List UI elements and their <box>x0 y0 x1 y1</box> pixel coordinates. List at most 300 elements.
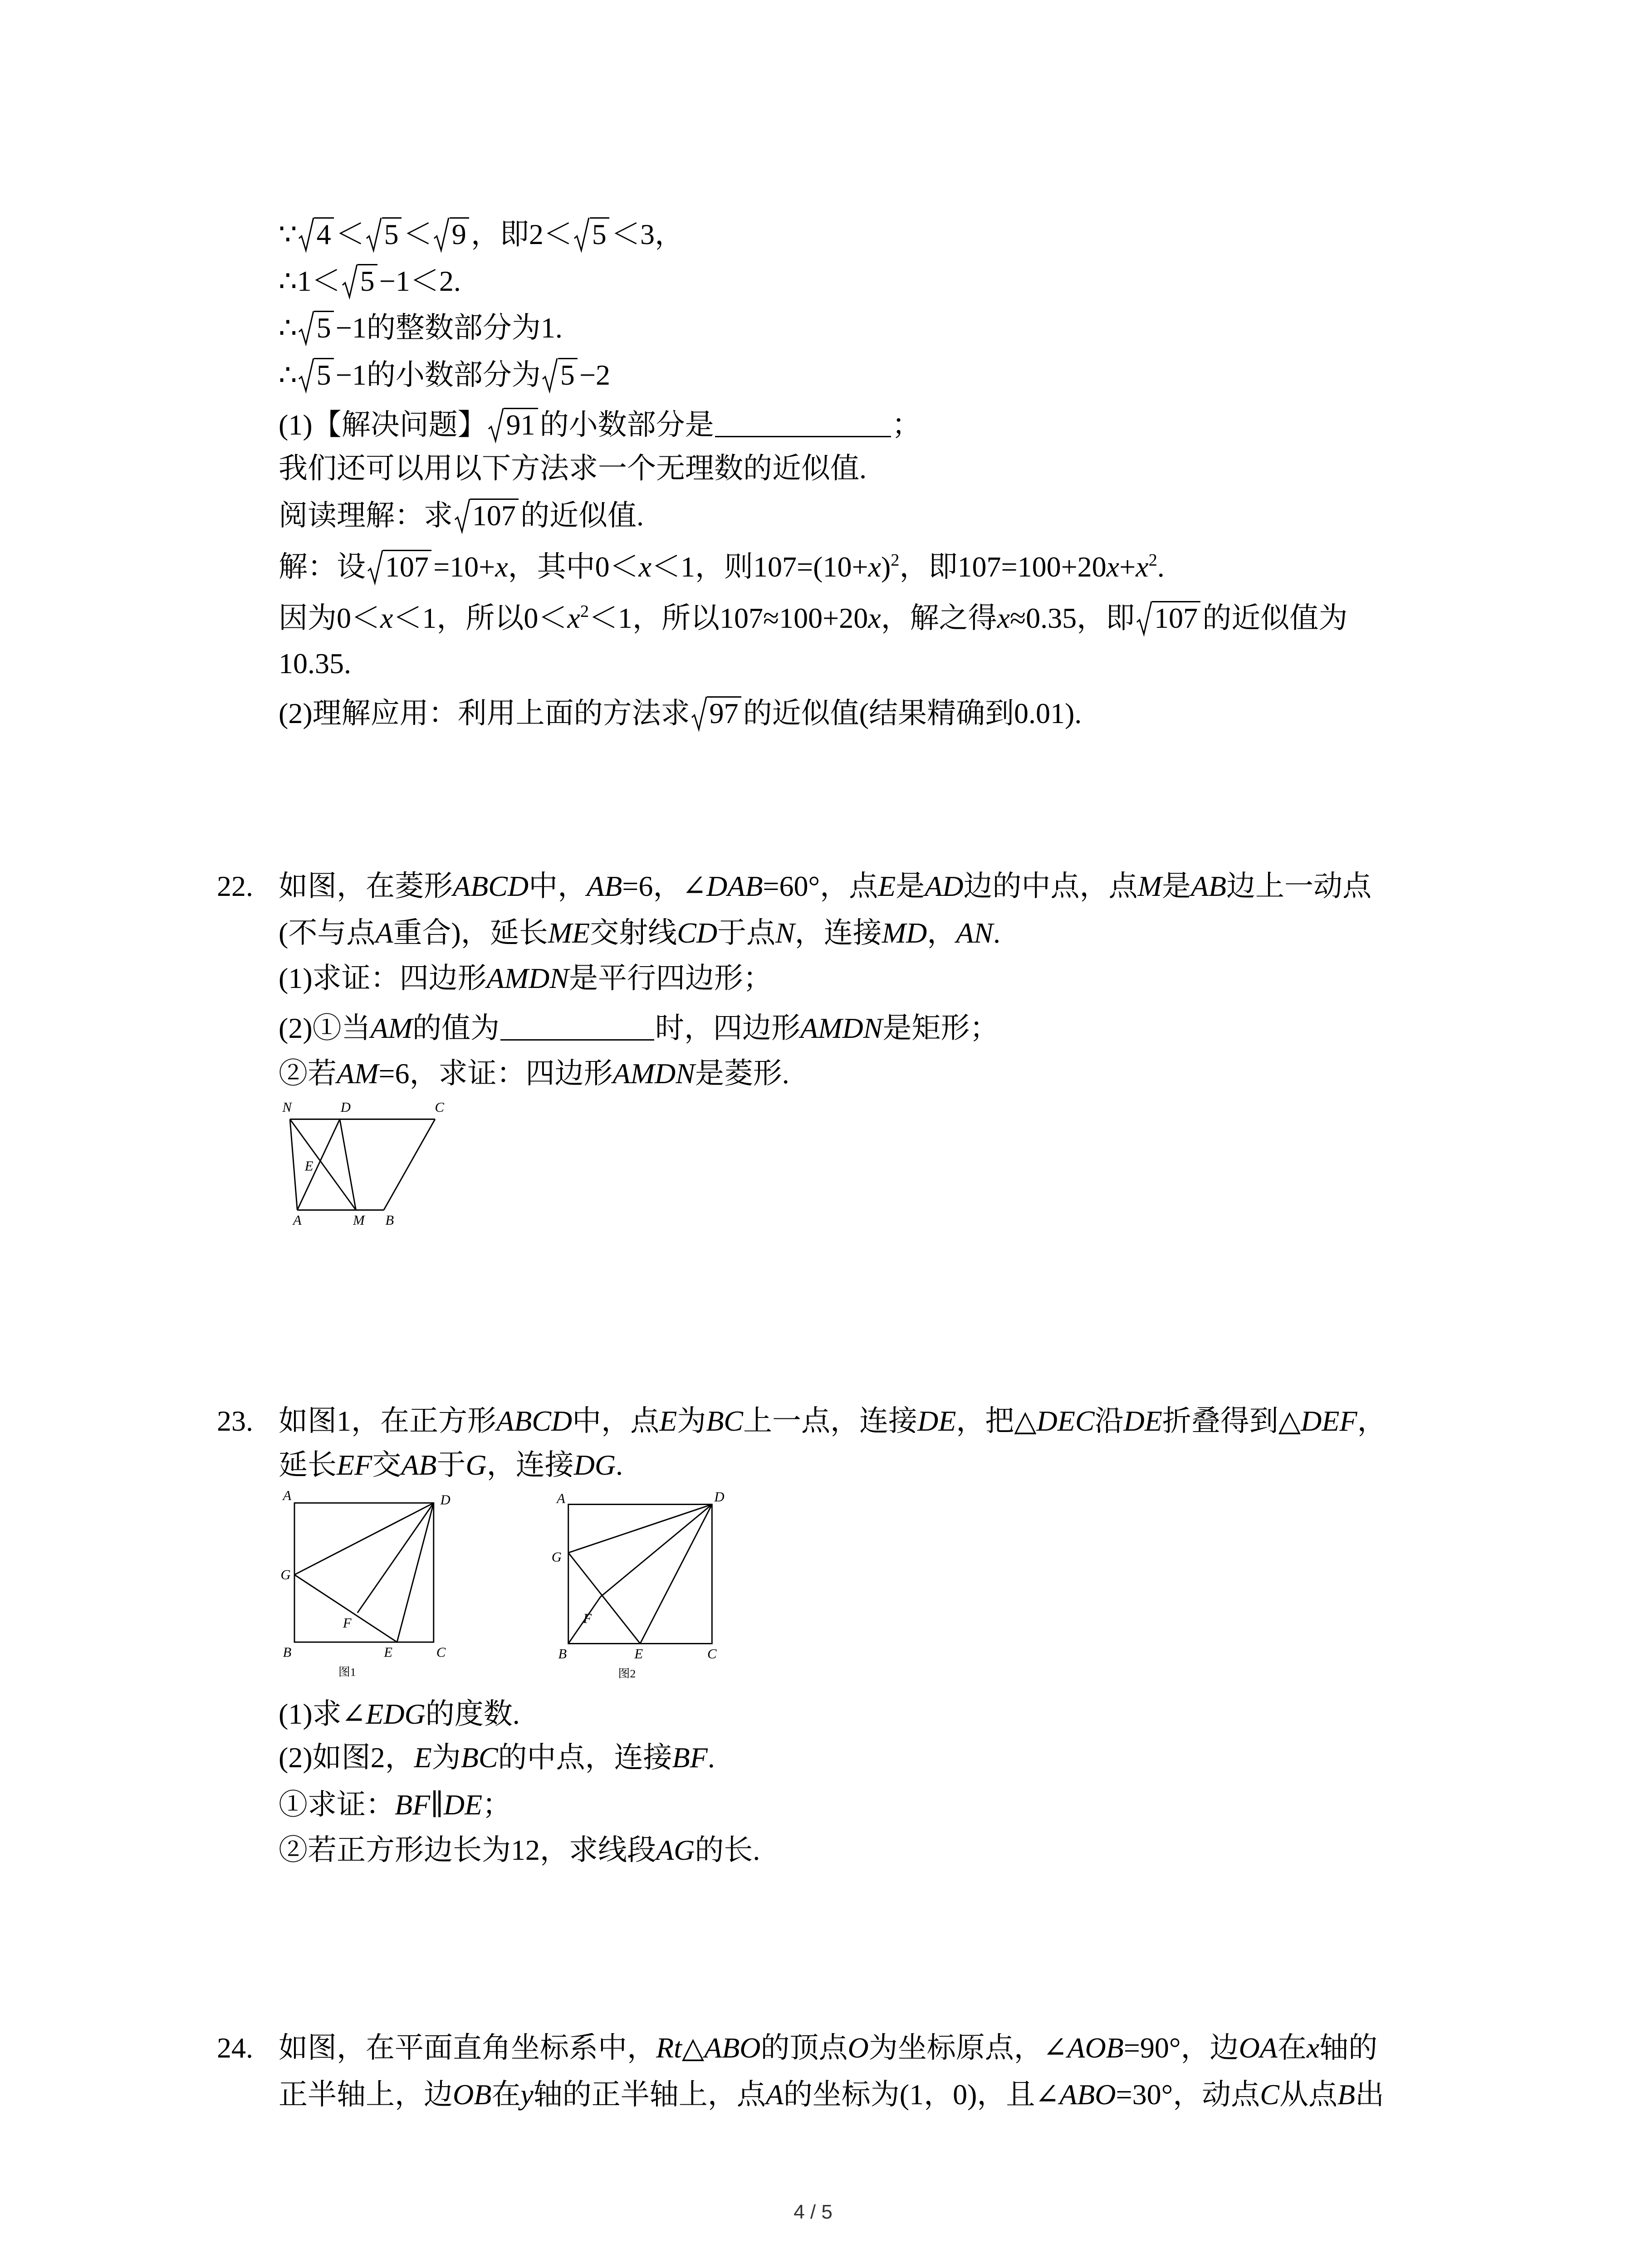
radicand: 91 <box>504 408 538 440</box>
text-run: 中，点 <box>572 1405 660 1437</box>
radical-stroke <box>299 311 314 344</box>
page-number: 4 / 5 <box>794 2201 833 2223</box>
point-label-G: G <box>551 1549 562 1565</box>
text-run: ； <box>892 409 921 441</box>
text-run: 的小数部分是 <box>539 409 714 441</box>
text-run: 是菱形. <box>695 1057 789 1090</box>
radicand: 5 <box>590 217 610 249</box>
text-run: 阅读理解：求 <box>279 499 453 532</box>
math-variable: DE <box>443 1789 483 1821</box>
text-run: . <box>616 1449 623 1481</box>
math-variable: x <box>380 602 393 634</box>
segment-MD <box>340 1119 356 1210</box>
text-run: 如图，在平面直角坐标系中， <box>279 2032 656 2064</box>
q22-line-1 <box>217 868 1372 904</box>
radical-stroke <box>367 550 382 583</box>
math-variable: ABCD <box>453 870 529 902</box>
text-run: (1)求证：四边形 <box>279 962 487 994</box>
point-label-D: D <box>714 1489 725 1505</box>
text-run: ，即107=100+20 <box>899 551 1107 583</box>
math-variable: G <box>465 1449 487 1481</box>
math-variable: AB <box>1190 870 1226 902</box>
text-run: 的度数. <box>425 1698 520 1730</box>
radical-stroke <box>692 697 706 729</box>
text-run: ②若 <box>279 1057 337 1090</box>
math-variable: M <box>1137 870 1162 902</box>
point-label-C: C <box>436 1644 446 1660</box>
text-run: 在 <box>491 2078 521 2111</box>
square-root <box>433 217 469 249</box>
math-variable: DE <box>1123 1405 1162 1437</box>
text-run: (不与点 <box>279 917 376 949</box>
point-label-D: D <box>340 1100 351 1115</box>
text-run: . <box>993 917 1001 949</box>
square-root <box>366 217 402 249</box>
superscript: 2 <box>1148 551 1157 570</box>
math-variable: AOB <box>1067 2032 1124 2064</box>
math-variable: x <box>1306 2032 1320 2064</box>
math-variable: AMDN <box>612 1057 695 1090</box>
text-run: ， <box>1357 1405 1386 1437</box>
q23-line-2 <box>279 1447 623 1483</box>
math-variable: x <box>495 551 508 583</box>
text-run: 是平行四边形； <box>568 962 772 994</box>
math-variable: A <box>375 917 393 949</box>
q23-line-3 <box>279 1696 520 1732</box>
text-run: ∴ <box>279 312 297 344</box>
text-run: =90°，边 <box>1123 2032 1239 2064</box>
q23-line-6 <box>279 1832 760 1868</box>
text-run: 10.35. <box>279 647 351 679</box>
math-variable: EF <box>337 1449 372 1481</box>
text-run: 在 <box>1277 2032 1307 2064</box>
text-run: ，连接 <box>486 1449 574 1481</box>
text-run: ，其中0＜ <box>508 551 639 583</box>
text-run: 于点 <box>717 917 776 949</box>
text-run: 是 <box>1161 870 1191 902</box>
text-run: ②若正方形边长为12，求线段 <box>279 1834 656 1866</box>
math-variable: AM <box>370 1012 413 1044</box>
text-run: 上一点，连接 <box>743 1405 917 1437</box>
q22-line-4 <box>279 1010 999 1046</box>
text-run: ∥ <box>430 1789 444 1821</box>
text-run: 出 <box>1355 2078 1384 2111</box>
math-variable: AN <box>956 917 994 949</box>
point-label-A: A <box>283 1487 292 1503</box>
square-root <box>367 550 432 582</box>
square-fold-figure-1 <box>275 1482 454 1685</box>
line-content <box>279 452 867 484</box>
text-run: ∴ <box>279 359 297 391</box>
text-run: 边上一动点 <box>1226 870 1372 902</box>
solution-line-6 <box>279 450 867 487</box>
text-run: 交 <box>372 1449 402 1481</box>
text-run: 是矩形； <box>882 1012 999 1044</box>
radical-sign-icon <box>454 499 470 533</box>
text-run: 为 <box>431 1741 461 1774</box>
math-variable: E <box>878 870 896 902</box>
solution-line-10 <box>279 645 351 682</box>
math-variable: Rt <box>656 2032 682 2064</box>
radical-sign-icon <box>542 358 558 392</box>
segment-DG <box>294 1503 434 1574</box>
radical-sign-icon <box>367 550 383 584</box>
figure-caption: 图1 <box>338 1665 356 1679</box>
math-variable: C <box>1260 2078 1279 2111</box>
radicand: 107 <box>383 550 432 582</box>
segment-GE <box>294 1575 397 1642</box>
text-run: 的中点，连接 <box>498 1741 672 1774</box>
text-run: ＜1，所以107≈100+20 <box>589 602 868 634</box>
line-content <box>279 870 1372 902</box>
line-content <box>279 1405 1386 1437</box>
text-run: −1＜2. <box>379 265 461 297</box>
square-root <box>298 217 334 249</box>
radical-stroke <box>299 218 314 250</box>
text-run: ＜3， <box>611 218 684 250</box>
text-run: −1的小数部分为 <box>335 359 541 391</box>
text-run: =6，∠ <box>622 870 706 902</box>
radical-stroke <box>455 499 469 532</box>
text-run: ，即2＜ <box>470 218 573 250</box>
text-run: 的值为 <box>412 1012 500 1044</box>
math-variable: BC <box>460 1741 498 1774</box>
line-content <box>279 1834 760 1866</box>
math-variable: BF <box>395 1789 431 1821</box>
radical-stroke <box>434 218 449 250</box>
math-variable: ABCD <box>496 1405 573 1437</box>
math-variable: A <box>765 2078 784 2111</box>
solution-line-3 <box>279 310 563 346</box>
math-variable: y <box>520 2078 534 2111</box>
square-root <box>542 358 578 390</box>
math-variable: AMDN <box>486 962 569 994</box>
radicand: 5 <box>314 311 334 342</box>
text-run: 轴的正半轴上，点 <box>533 2078 766 2111</box>
text-run: −2 <box>579 359 611 391</box>
point-label-B: B <box>558 1646 567 1662</box>
text-run: ＜ <box>335 218 365 250</box>
line-content <box>279 1449 623 1481</box>
radical-sign-icon <box>1136 601 1152 635</box>
q24-line-1 <box>217 2030 1377 2066</box>
point-label-C: C <box>707 1646 717 1662</box>
text-run: 时，四边形 <box>655 1012 801 1044</box>
text-run: (2)如图2， <box>279 1741 414 1774</box>
math-variable: AB <box>401 1449 437 1481</box>
text-run: 为 <box>677 1405 706 1437</box>
text-run: 的近似值. <box>520 499 644 532</box>
square-root <box>573 217 609 249</box>
line-content <box>279 917 1000 949</box>
q24-line-2 <box>279 2077 1384 2113</box>
math-variable: OB <box>453 2078 492 2111</box>
math-variable: N <box>775 917 795 949</box>
radical-sign-icon <box>366 217 382 251</box>
math-variable: MD <box>882 917 927 949</box>
math-variable: EDG <box>366 1698 426 1730</box>
square-root <box>691 696 741 728</box>
text-run: 延长 <box>279 1449 337 1481</box>
text-run: (1)求∠ <box>279 1698 366 1730</box>
radicand: 5 <box>314 358 334 390</box>
point-label-F: F <box>343 1615 352 1631</box>
line-content <box>279 312 563 344</box>
math-variable: x <box>997 602 1010 634</box>
text-run: 因为0＜ <box>279 602 380 634</box>
text-run: ①求证： <box>279 1789 395 1821</box>
solution-line-11 <box>279 695 1082 732</box>
math-variable: x <box>567 602 580 634</box>
radical-stroke <box>343 264 357 297</box>
answer-blank <box>500 1034 654 1041</box>
line-content <box>279 697 1082 729</box>
line-content <box>279 1741 715 1774</box>
math-variable: x <box>1136 551 1149 583</box>
math-variable: x <box>1106 551 1120 583</box>
radicand: 5 <box>358 264 377 296</box>
text-run: =10+ <box>433 551 495 583</box>
math-variable: AB <box>587 870 622 902</box>
point-label-E: E <box>304 1158 314 1174</box>
square-root <box>298 358 334 390</box>
point-label-B: B <box>283 1644 292 1660</box>
solution-line-7 <box>279 498 644 534</box>
radicand: 97 <box>707 696 741 728</box>
line-content <box>279 409 921 441</box>
text-run: ，把△ <box>956 1405 1037 1437</box>
text-run: 解：设 <box>279 551 366 583</box>
segment-BC <box>384 1119 435 1210</box>
question-number: 24. <box>217 2032 253 2064</box>
text-run: + <box>1119 551 1136 583</box>
square-root <box>488 408 538 440</box>
radical-sign-icon <box>298 311 314 345</box>
line-content <box>279 1698 520 1730</box>
q23-line-5 <box>279 1787 511 1823</box>
text-run: 如图，在菱形 <box>279 870 453 902</box>
radicand: 107 <box>1152 601 1201 633</box>
point-label-N: N <box>282 1100 292 1115</box>
radical-stroke <box>1137 601 1151 634</box>
line-content <box>279 1012 999 1044</box>
point-label-E: E <box>634 1646 643 1662</box>
text-run: . <box>707 1741 715 1774</box>
question-number: 22. <box>217 870 253 902</box>
text-run: 从点 <box>1279 2078 1337 2111</box>
math-variable: AMDN <box>800 1012 883 1044</box>
math-variable: ABO <box>704 2032 761 2064</box>
square-root <box>342 264 377 296</box>
text-run: 的近似值为 <box>1202 602 1348 634</box>
figure-caption: 图2 <box>618 1667 636 1680</box>
question-number: 23. <box>217 1405 253 1437</box>
math-variable: DAB <box>706 870 763 902</box>
text-run: (1)【解决问题】 <box>279 409 487 441</box>
segment-DE <box>397 1503 434 1642</box>
point-label-G: G <box>280 1567 291 1583</box>
line-content <box>279 218 684 250</box>
square-root <box>454 499 519 530</box>
point-label-M: M <box>353 1212 365 1228</box>
math-variable: DG <box>573 1449 616 1481</box>
superscript: 2 <box>580 602 589 621</box>
line-content <box>279 1057 789 1090</box>
point-label-F: F <box>583 1611 592 1627</box>
segment-DF <box>358 1503 434 1613</box>
math-variable: AD <box>925 870 964 902</box>
radicand: 5 <box>558 358 578 390</box>
text-run: ∴1＜ <box>279 265 341 297</box>
segment-AN <box>290 1119 297 1210</box>
math-variable: AM <box>337 1057 379 1090</box>
text-run: ∵ <box>279 218 297 250</box>
answer-blank <box>715 430 891 438</box>
text-run: 的长. <box>695 1834 760 1866</box>
text-run: 中， <box>529 870 587 902</box>
point-label-D: D <box>440 1492 451 1508</box>
text-run: ＜1，则107=(10+ <box>652 551 868 583</box>
text-run: 边的中点，点 <box>963 870 1138 902</box>
text-run: =6，求证：四边形 <box>378 1057 613 1090</box>
point-label-A: A <box>293 1212 302 1228</box>
radicand: 107 <box>470 499 519 530</box>
radical-sign-icon <box>573 217 589 251</box>
q22-line-3 <box>279 960 772 997</box>
square-root <box>1136 601 1201 633</box>
q22-line-5 <box>279 1056 789 1092</box>
math-variable: CD <box>677 917 718 949</box>
text-run: −1的整数部分为1. <box>335 312 563 344</box>
line-content <box>279 1789 511 1821</box>
point-label-A: A <box>557 1491 565 1506</box>
math-variable: OA <box>1239 2032 1278 2064</box>
segment-GE <box>568 1553 640 1643</box>
text-run: ) <box>881 551 891 583</box>
radical-stroke <box>299 358 314 391</box>
text-run: 沿 <box>1094 1405 1124 1437</box>
solution-line-4 <box>279 357 610 393</box>
math-variable: x <box>638 551 652 583</box>
q22-line-2 <box>279 915 1000 951</box>
rhombus-figure <box>271 1091 454 1238</box>
point-label-C: C <box>435 1100 444 1115</box>
superscript: 2 <box>891 551 900 570</box>
math-variable: DEF <box>1301 1405 1357 1437</box>
radical-sign-icon <box>433 217 449 251</box>
math-variable: BF <box>672 1741 708 1774</box>
segment-DF <box>601 1505 712 1597</box>
radical-sign-icon <box>298 358 314 392</box>
q23-line-1 <box>217 1403 1386 1439</box>
line-content <box>279 499 644 532</box>
math-variable: DEC <box>1036 1405 1095 1437</box>
square-fold-figure-2 <box>545 1482 735 1685</box>
math-variable: x <box>868 602 881 634</box>
segment-MN <box>290 1119 356 1210</box>
q23-line-4 <box>279 1740 715 1776</box>
math-variable: E <box>414 1741 432 1774</box>
math-variable: ME <box>548 917 590 949</box>
text-run: =60°，点 <box>763 870 878 902</box>
line-content <box>279 602 1347 634</box>
radicand: 5 <box>382 217 402 249</box>
radical-sign-icon <box>488 408 504 442</box>
solution-line-2 <box>279 263 461 299</box>
line-content <box>279 647 351 679</box>
math-variable: O <box>847 2032 869 2064</box>
solution-line-9 <box>279 600 1347 636</box>
line-content <box>279 265 461 297</box>
text-run: (2)理解应用：利用上面的方法求 <box>279 697 690 729</box>
text-run: ， <box>927 917 956 949</box>
square-root <box>298 311 334 342</box>
text-run: 我们还可以用以下方法求一个无理数的近似值. <box>279 452 867 484</box>
math-variable: E <box>659 1405 677 1437</box>
line-content <box>279 551 1165 583</box>
radical-sign-icon <box>298 217 314 251</box>
text-run: 是 <box>896 870 925 902</box>
math-variable: AG <box>656 1834 695 1866</box>
text-run: ，解之得 <box>881 602 997 634</box>
text-run: (2)①当 <box>279 1012 371 1044</box>
line-content <box>279 2078 1384 2111</box>
point-label-E: E <box>384 1644 393 1660</box>
line-content <box>279 359 610 391</box>
text-run: 交射线 <box>590 917 677 949</box>
math-variable: DE <box>917 1405 956 1437</box>
text-run: 折叠得到△ <box>1162 1405 1301 1437</box>
radical-stroke <box>367 218 381 250</box>
radicand: 4 <box>314 217 334 249</box>
point-label-B: B <box>385 1212 394 1228</box>
radical-sign-icon <box>342 264 358 298</box>
radical-stroke <box>574 218 589 250</box>
math-variable: B <box>1337 2078 1355 2111</box>
text-run: 如图1，在正方形 <box>279 1405 496 1437</box>
radicand: 9 <box>450 217 470 249</box>
line-content <box>279 962 772 994</box>
text-run: ＜1，所以0＜ <box>393 602 568 634</box>
text-run: 为坐标原点，∠ <box>868 2032 1068 2064</box>
text-run: . <box>1157 551 1165 583</box>
solution-line-8 <box>279 549 1165 585</box>
text-run: 重合)，延长 <box>393 917 548 949</box>
segment-AD <box>297 1119 340 1210</box>
math-variable: x <box>868 551 881 583</box>
solution-line-1 <box>279 216 684 253</box>
text-run: 的坐标为(1，0)，且∠ <box>783 2078 1060 2111</box>
math-variable: ABO <box>1059 2078 1116 2111</box>
text-run: ； <box>482 1789 512 1821</box>
text-run: 正半轴上，边 <box>279 2078 453 2111</box>
text-run: 于 <box>436 1449 466 1481</box>
text-run: ≈0.35，即 <box>1010 602 1135 634</box>
line-content <box>279 2032 1377 2064</box>
text-run: 的顶点 <box>760 2032 848 2064</box>
text-run: ＜ <box>403 218 432 250</box>
text-run: =30°，动点 <box>1116 2078 1260 2111</box>
text-run: ，连接 <box>794 917 882 949</box>
text-run: 轴的 <box>1319 2032 1378 2064</box>
radical-stroke <box>489 408 503 441</box>
radical-sign-icon <box>691 696 707 730</box>
math-variable: BC <box>706 1405 743 1437</box>
radical-stroke <box>543 358 557 391</box>
solution-line-5 <box>279 407 921 443</box>
text-run: △ <box>681 2032 705 2064</box>
text-run: 的近似值(结果精确到0.01). <box>743 697 1082 729</box>
